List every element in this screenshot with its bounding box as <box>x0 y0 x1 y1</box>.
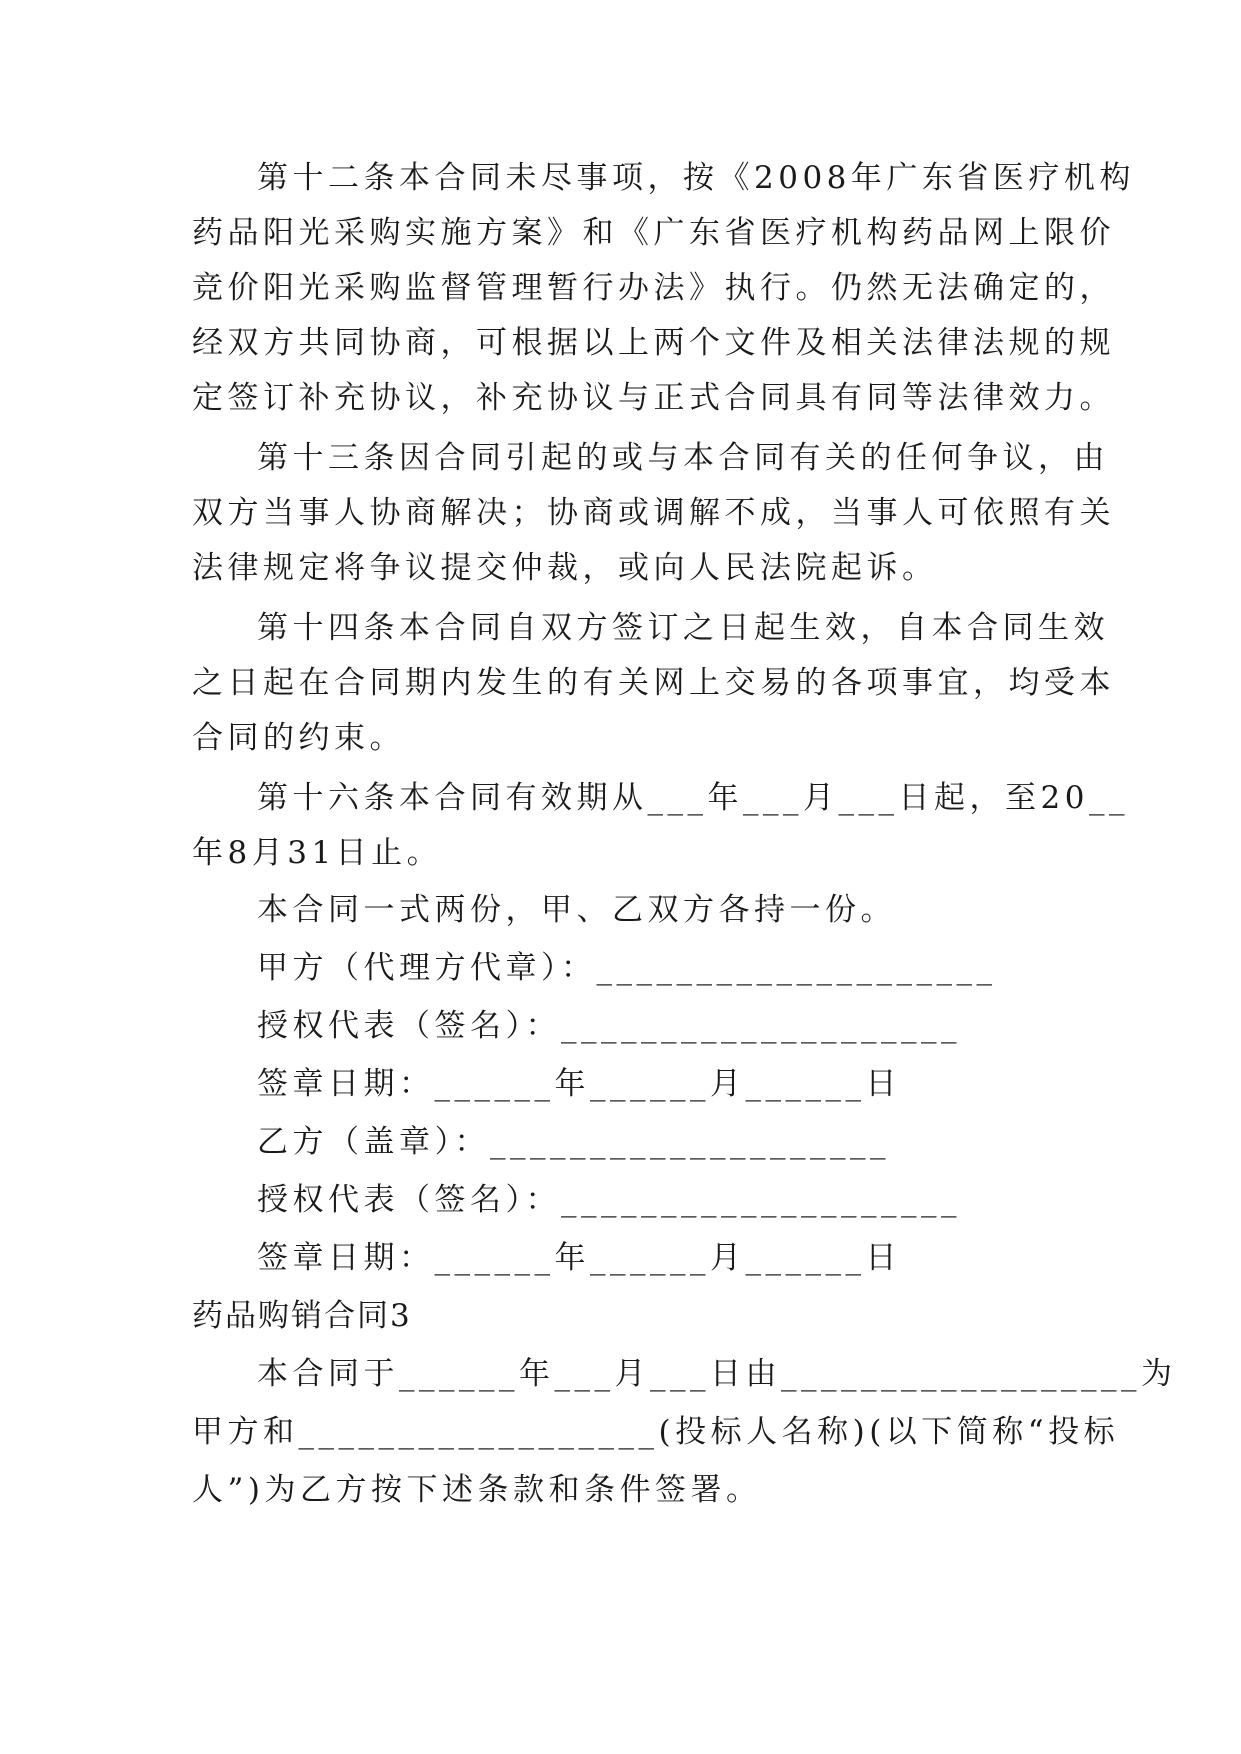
article-14-line-3: 合同的约束。 <box>192 720 405 756</box>
intro-line-2: 甲方和__________________(投标人名称)(以下简称“投标 <box>192 1414 1120 1450</box>
article-12-line-4: 经双方共同协商，可根据以上两个文件及相关法律法规的规 <box>192 325 1115 361</box>
intro-line-1: 本合同于______年___月___日由__________________为 <box>257 1356 1177 1392</box>
section-title: 药品购销合同3 <box>192 1298 412 1334</box>
article-16-line-2: 年8月31日止。 <box>192 835 443 871</box>
party-b-seal-field: 乙方（盖章）：____________________ <box>257 1124 890 1160</box>
article-13-line-3: 法律规定将争议提交仲裁，或向人民法院起诉。 <box>192 550 938 586</box>
article-12-line-3: 竞价阳光采购监督管理暂行办法》执行。仍然无法确定的， <box>192 270 1115 306</box>
party-a-representative-field: 授权代表（签名）：____________________ <box>257 1008 961 1044</box>
article-14-line-1: 第十四条本合同自双方签订之日起生效，自本合同生效 <box>257 610 1109 646</box>
article-16-line-1: 第十六条本合同有效期从___年___月___日起，至20__ <box>257 780 1129 816</box>
article-14-line-2: 之日起在合同期内发生的有关网上交易的各项事宜，均受本 <box>192 665 1115 701</box>
article-12-line-1: 第十二条本合同未尽事项，按《2008年广东省医疗机构 <box>257 160 1135 196</box>
party-a-date-field: 签章日期：______年______月______日 <box>257 1066 901 1102</box>
article-12-line-2: 药品阳光采购实施方案》和《广东省医疗机构药品网上限价 <box>192 215 1115 251</box>
party-b-date-field: 签章日期：______年______月______日 <box>257 1240 901 1276</box>
copies-clause: 本合同一式两份，甲、乙双方各持一份。 <box>257 892 896 928</box>
article-13-line-1: 第十三条因合同引起的或与本合同有关的任何争议，由 <box>257 440 1109 476</box>
article-12-line-5: 定签订补充协议，补充协议与正式合同具有同等法律效力。 <box>192 380 1115 416</box>
party-b-representative-field: 授权代表（签名）：____________________ <box>257 1182 961 1218</box>
article-13-line-2: 双方当事人协商解决；协商或调解不成，当事人可依照有关 <box>192 495 1115 531</box>
party-a-seal-field: 甲方（代理方代章）：____________________ <box>257 950 997 986</box>
intro-line-3: 人”)为乙方按下述条款和条件签署。 <box>192 1472 762 1508</box>
